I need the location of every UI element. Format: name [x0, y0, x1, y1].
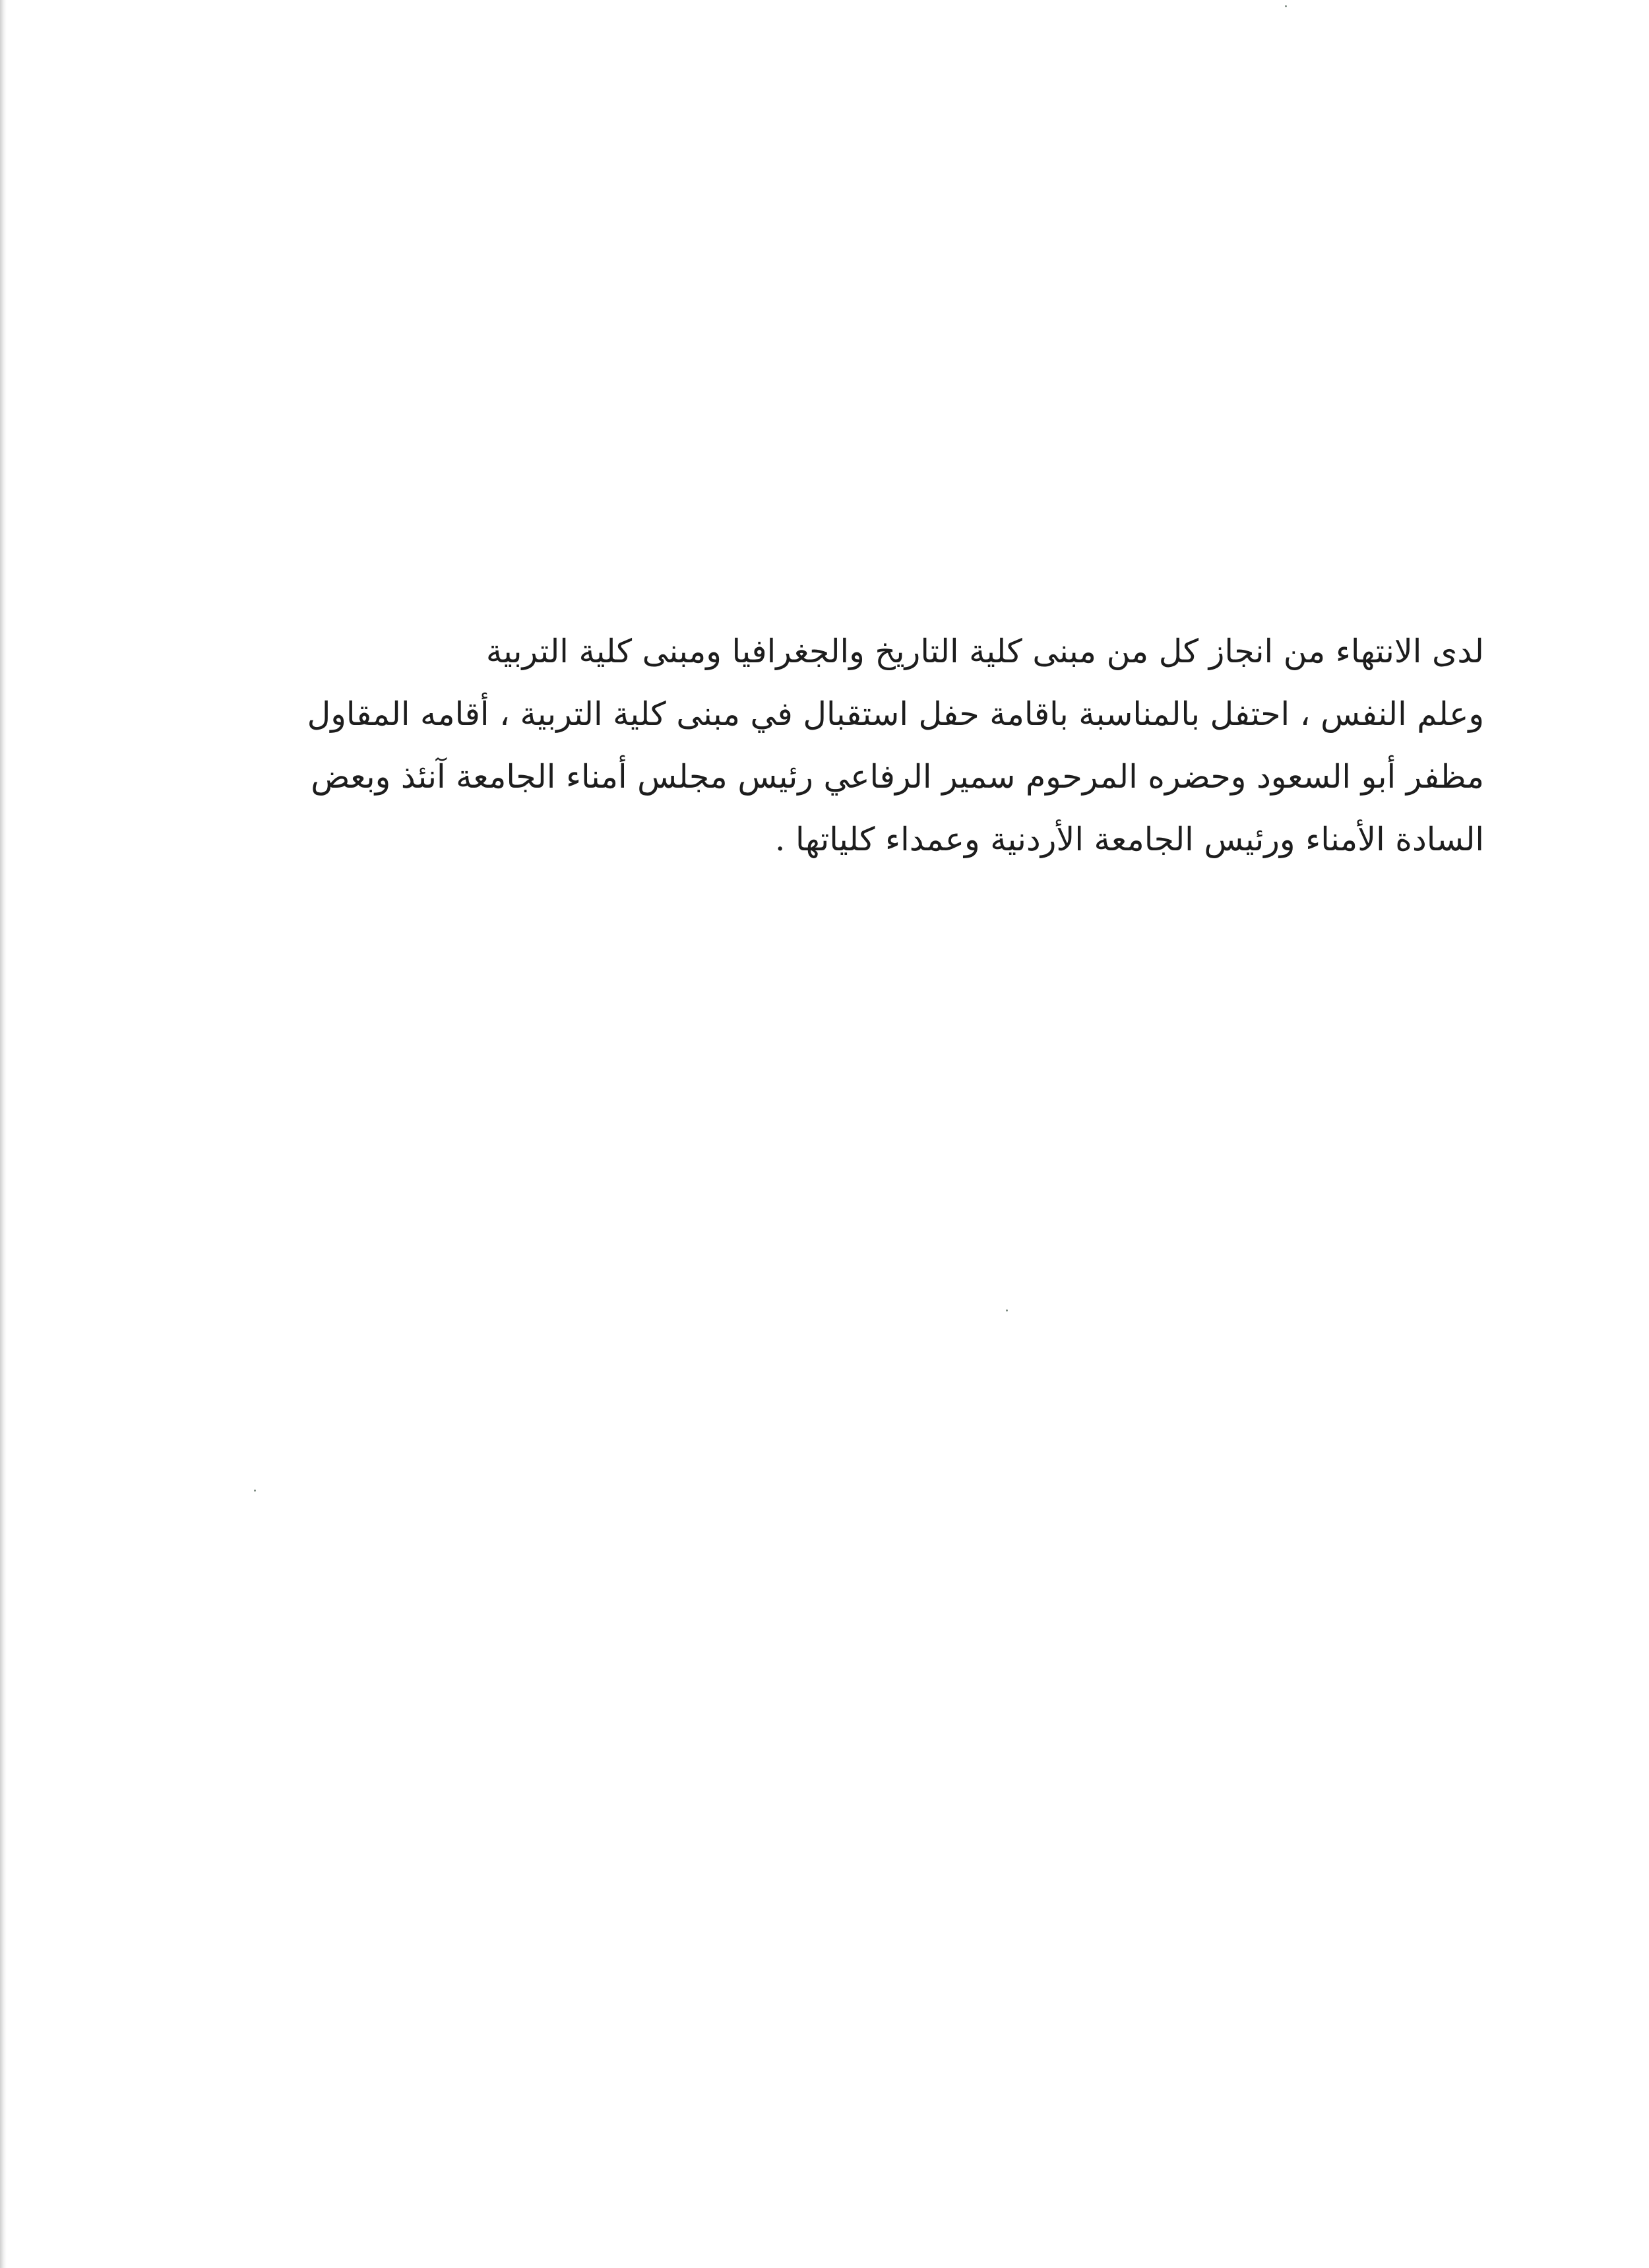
- paragraph-line-4: السادة الأمناء ورئيس الجامعة الأردنية وعمداء كلياتها .: [774, 821, 1484, 858]
- paragraph-line-3: مظفر أبو السعود وحضره المرحوم سمير الرفاعي رئيس مجلس أمناء الجامعة آنئذ وبعض: [311, 758, 1484, 796]
- scan-edge-shadow: [0, 0, 7, 2268]
- body-paragraph: [307, 620, 1484, 871]
- scan-speck: [1006, 1309, 1008, 1311]
- scan-speck: [1285, 5, 1287, 7]
- scan-speck: [254, 1490, 256, 1492]
- paragraph-line-1: لدى الانتهاء من انجاز كل من مبنى كلية التاريخ والجغرافيا ومبنى كلية التربية: [485, 633, 1484, 670]
- paragraph-line-2: وعلم النفس ، احتفل بالمناسبة باقامة حفل استقبال في مبنى كلية التربية ، أقامه المقاول: [307, 695, 1484, 733]
